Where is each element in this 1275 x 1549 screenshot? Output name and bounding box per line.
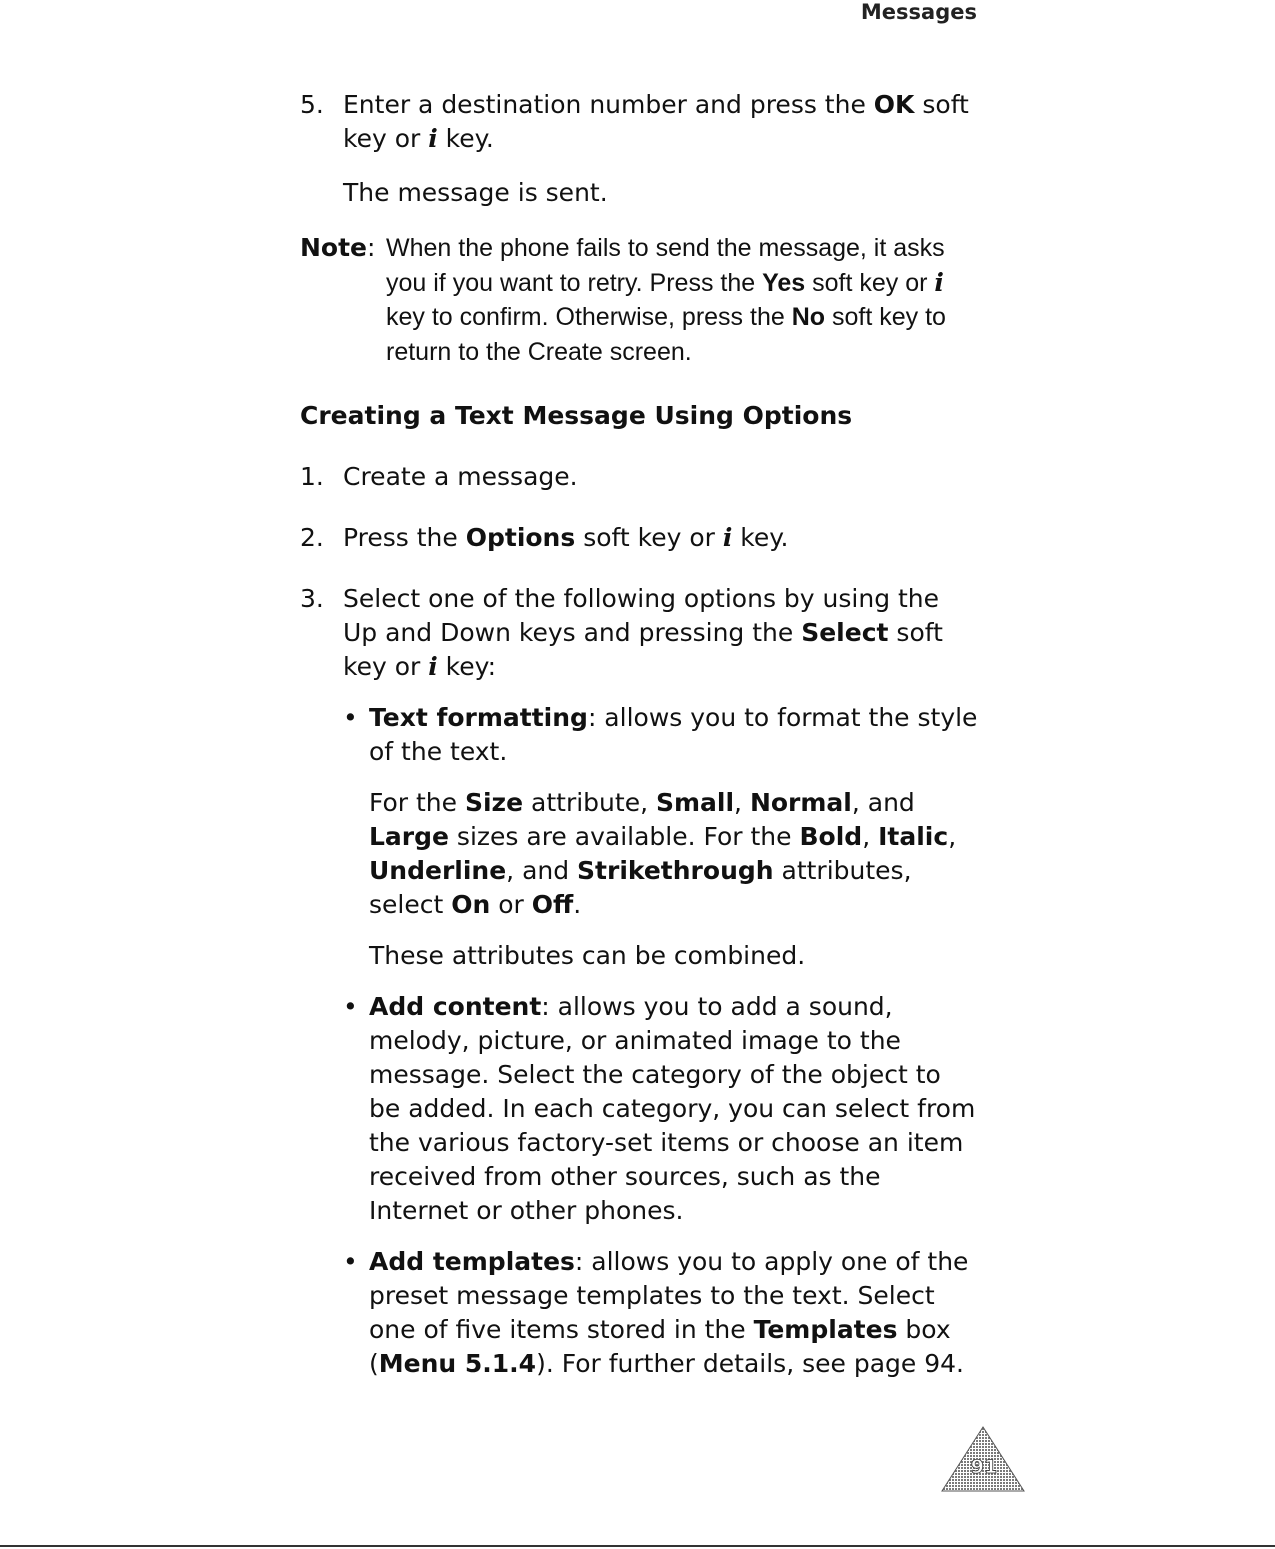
menu-reference: Menu 5.1.4 [378, 1349, 537, 1378]
step-text [343, 88, 980, 156]
page-bottom-rule [0, 1545, 1275, 1547]
text-run: : allows you to add a sound, melody, picture, or animated image to the message. Select the category of the object to be added. In each category, you can select from the various factory-set items or choose an item received from other sources, such as the Internet or other phones. [369, 992, 976, 1225]
option-title: Add content [369, 992, 542, 1021]
step-text: Create a message. [343, 462, 578, 491]
normal-label: Normal [749, 788, 852, 817]
text-formatting-combined: These attributes can be combined. [369, 941, 806, 970]
off-label: Off [531, 890, 574, 919]
text-run: soft key or [343, 618, 943, 681]
on-label: On [451, 890, 491, 919]
step-text [343, 521, 980, 555]
text-run: soft key or [805, 268, 935, 297]
i-key-icon: i [722, 523, 733, 552]
option-title: Text formatting [369, 703, 588, 732]
text-run: When the phone fails to send the message, it asks you if you want to retry. Press the [386, 234, 945, 297]
large-label: Large [369, 822, 449, 851]
underline-label: Underline [369, 856, 507, 885]
text-run: or [490, 890, 532, 919]
option-add-templates [343, 1245, 980, 1381]
page-number-marker [940, 1425, 1026, 1493]
note-label [300, 231, 386, 369]
text-run: attribute, [523, 788, 656, 817]
text-run: box ( [369, 1315, 951, 1378]
step-5 [300, 88, 980, 156]
text-run: , [862, 822, 879, 851]
text-run: key. [732, 523, 789, 552]
size-label: Size [464, 788, 524, 817]
text-run: key. [437, 124, 494, 153]
text-run: . [573, 890, 582, 919]
i-key-icon: i [934, 267, 944, 297]
page-number: 91 [970, 1456, 998, 1478]
step-2 [300, 521, 980, 555]
section-header: Messages [860, 0, 977, 24]
bullet-text [369, 1245, 980, 1381]
i-key-icon: i [428, 124, 438, 153]
bullet-icon: • [343, 1247, 358, 1276]
yes-key-label: Yes [762, 268, 806, 297]
step-text [343, 582, 980, 684]
text-run: : allows you to apply one of the preset message templates to the text. Select one of five items stored in the [369, 1247, 969, 1344]
text-run: key: [437, 652, 497, 681]
text-run: Press the [343, 523, 466, 552]
page-content [300, 84, 980, 1381]
option-add-content [343, 990, 980, 1228]
bold-label: Bold [799, 822, 863, 851]
step-3 [300, 582, 980, 684]
option-text-formatting [343, 701, 980, 769]
option-title: Add templates [369, 1247, 575, 1276]
step-number: 2. [300, 523, 324, 552]
text-run: ). For further details, see page 94. [536, 1349, 964, 1378]
templates-label: Templates [753, 1315, 898, 1344]
text-run: soft key or [343, 90, 969, 153]
step-number: 1. [300, 462, 324, 491]
options-key-label: Options [465, 523, 576, 552]
no-key-label: No [791, 303, 826, 331]
bullet-icon: • [343, 703, 358, 732]
small-label: Small [655, 788, 735, 817]
note-text [386, 231, 980, 369]
text-run: , and [506, 856, 578, 885]
text-run: , and [851, 788, 915, 817]
note-colon: : [367, 233, 376, 262]
bullet-text [369, 990, 980, 1228]
text-run: For the [369, 788, 465, 817]
select-key-label: Select [801, 618, 889, 647]
text-run: Enter a destination number and press the [343, 90, 874, 119]
text-run: , [734, 788, 750, 817]
step-1 [300, 460, 980, 494]
italic-label: Italic [878, 822, 949, 851]
strikethrough-label: Strikethrough [577, 856, 774, 885]
i-key-icon: i [428, 652, 438, 681]
ok-key-label: OK [873, 90, 915, 119]
note-label-text: Note [300, 233, 368, 262]
bullet-icon: • [343, 992, 358, 1021]
text-run: Select one of the following options by using the Up and Down keys and pressing the [343, 584, 940, 647]
text-formatting-detail [369, 786, 980, 922]
note-block [300, 231, 980, 369]
step-number: 5. [300, 90, 324, 119]
text-run: soft key or [575, 523, 723, 552]
text-run: key to confirm. Otherwise, press the [386, 303, 792, 331]
bullet-text [369, 701, 980, 769]
text-run: soft key to return to the Create screen. [386, 303, 946, 366]
text-run: , [948, 822, 957, 851]
section-heading: Creating a Text Message Using Options [300, 401, 853, 430]
text-run: : allows you to format the style of the text. [369, 703, 978, 766]
step-5-result: The message is sent. [343, 178, 608, 207]
text-run: sizes are available. For the [448, 822, 800, 851]
step-number: 3. [300, 584, 324, 613]
text-run: attributes, select [369, 856, 912, 919]
